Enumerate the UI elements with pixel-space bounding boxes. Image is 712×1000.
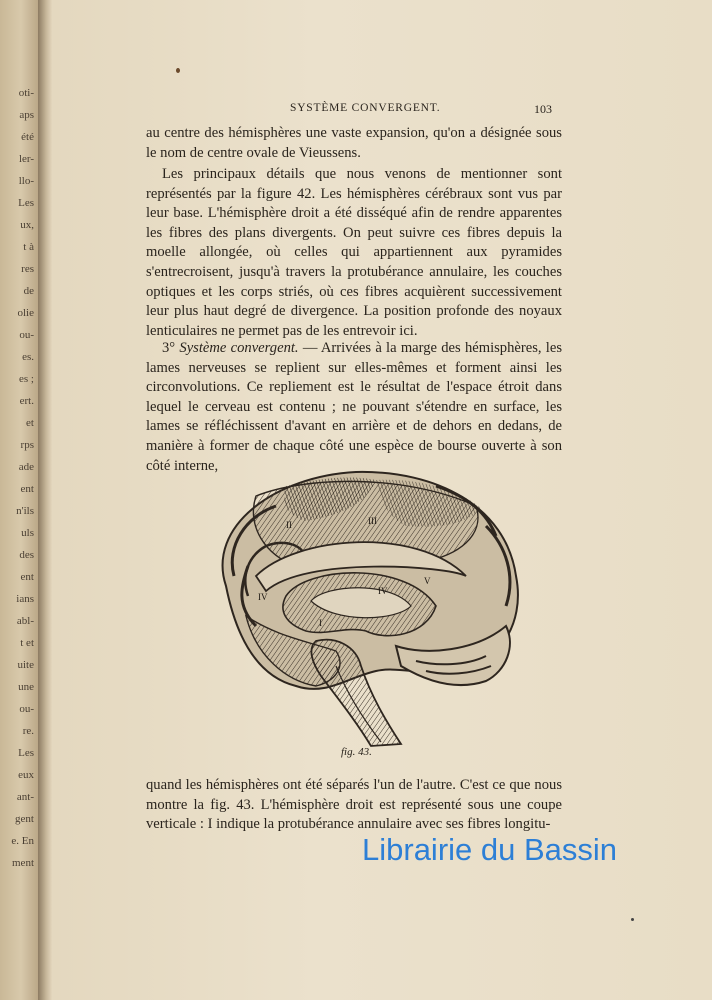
- paragraph-principal-details: [146, 165, 562, 341]
- paragraph-3: [146, 339, 562, 476]
- left-page-fragment: n'ils: [16, 505, 34, 517]
- ink-speck: [631, 918, 634, 921]
- left-page-fragment: gent: [15, 813, 34, 825]
- book-gutter: [38, 0, 52, 1000]
- paragraph-1: au centre des hémisphères une vaste expansion, qu'on a désignée sous le nom de centre ovale de Vieussens.: [146, 125, 562, 161]
- paragraph-systeme-convergent: [146, 339, 562, 476]
- left-page-fragment: ent: [20, 571, 34, 583]
- left-page-edge: [0, 0, 38, 1000]
- left-page-fragment: ment: [12, 857, 34, 869]
- svg-text:IV: IV: [258, 592, 268, 602]
- left-page-fragment: uls: [21, 527, 34, 539]
- left-page-fragment: Les: [18, 197, 34, 209]
- left-page-fragment: ent: [20, 483, 34, 495]
- paragraph-continuation: [146, 124, 562, 163]
- left-page-fragment: une: [18, 681, 34, 693]
- paragraph-4: quand les hémisphères ont été séparés l'un de l'autre. C'est ce que nous montre la fig. 43. L'hémisphère droit est représenté sous une coupe verticale : I indique la protubérance annulaire avec ses fibres longitu-: [146, 777, 562, 833]
- left-page-fragment: ou-: [19, 703, 34, 715]
- left-page-fragment: re.: [22, 725, 34, 737]
- left-page-fragment: rps: [20, 439, 34, 451]
- left-page-fragment: olie: [17, 307, 34, 319]
- left-page-fragment: llo-: [18, 175, 34, 187]
- left-page-fragment: des: [19, 549, 34, 561]
- left-page-fragment: es.: [22, 351, 34, 363]
- left-page-fragment: ou-: [19, 329, 34, 341]
- section-title: Système convergent.: [179, 340, 299, 356]
- left-page-fragment: de: [23, 285, 34, 297]
- section-number: 3°: [162, 340, 176, 356]
- left-page-fragment: e. En: [11, 835, 34, 847]
- left-page-fragment: ert.: [19, 395, 34, 407]
- brain-engraving: [186, 466, 528, 748]
- ink-speck: [176, 68, 180, 73]
- left-page-fragment: oti-: [18, 87, 34, 99]
- left-page-fragment: abl-: [16, 615, 34, 627]
- left-page-fragment: es ;: [19, 373, 34, 385]
- paragraph-3-text: — Arrivées à la marge des hémisphères, les lames nerveuses se replient sur elles-mêmes et forment ainsi les circonvolutions. Ce repliement est le résultat de l'espace étroit dans lequel le cerveau est contenu ; ne pouvant s'étendre en surface, les lames se réfléchissent d'avant en arrière et de dehors en dedans, de manière à former de chaque côté une espèce de bourse ouverte à son côté interne,: [146, 340, 562, 474]
- svg-text:II: II: [286, 520, 292, 530]
- left-page-fragment: Les: [18, 747, 34, 759]
- running-head: SYSTÈME CONVERGENT.: [290, 102, 441, 114]
- left-page-fragment: uite: [17, 659, 34, 671]
- paragraph-after-figure: [146, 776, 562, 835]
- left-page-fragment: aps: [19, 109, 34, 121]
- left-page-fragment: t et: [20, 637, 34, 649]
- paragraph-2: Les principaux détails que nous venons de mentionner sont représentés par la figure 42. Les hémisphères cérébraux sont vus par leur base. L'hémisphère droit a été disséqué afin de rendre apparentes les fibres des plans divergents. On peut suivre ces fibres depuis la moelle allongée, où celles qui appartiennent aux pyramides s'entrecroisent, jusqu'à travers la protubérance annulaire, les couches optiques et les corps striés, où ces fibres acquièrent successivement leur plus haut degré de divergence. La position profonde des noyaux lenticulaires ne permet pas de les entrevoir ici.: [146, 166, 562, 339]
- left-page-text-fragments: [0, 82, 34, 874]
- left-page-fragment: ians: [16, 593, 34, 605]
- svg-text:III: III: [368, 516, 377, 526]
- left-page-fragment: été: [21, 131, 34, 143]
- left-page-fragment: t à: [23, 241, 34, 253]
- left-page-fragment: eux: [18, 769, 34, 781]
- seller-watermark: Librairie du Bassin: [362, 832, 618, 867]
- left-page-fragment: ux,: [20, 219, 34, 231]
- left-page-fragment: res: [21, 263, 34, 275]
- svg-text:V: V: [424, 576, 431, 586]
- brain-section-illustration: [186, 466, 528, 748]
- svg-text:I: I: [319, 618, 322, 628]
- svg-text:IV: IV: [378, 586, 388, 596]
- left-page-fragment: ler-: [18, 153, 34, 165]
- left-page-fragment: ade: [18, 461, 34, 473]
- left-page-fragment: et: [26, 417, 34, 429]
- page-number: 103: [534, 102, 552, 116]
- left-page-fragment: ant-: [16, 791, 34, 803]
- figure-caption: fig. 43.: [341, 746, 372, 758]
